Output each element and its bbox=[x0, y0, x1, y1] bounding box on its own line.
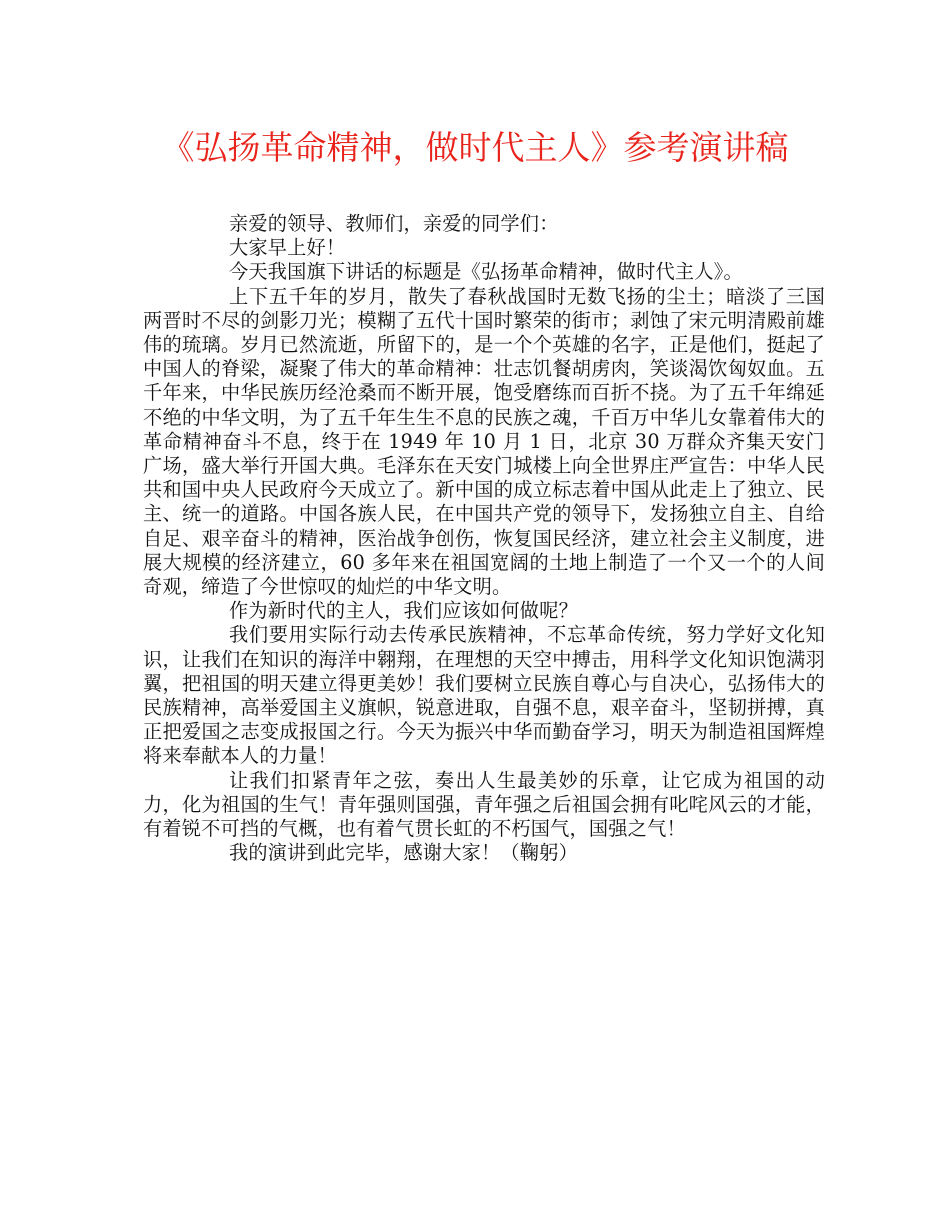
paragraph-action: 我们要用实际行动去传承民族精神，不忘革命传统，努力学好文化知识，让我们在知识的海洋中翱翔，在理想的天空中搏击，用科学文化知识饱满羽翼，把祖国的明天建立得更美妙！我们要树立民族自尊心与自决心，弘扬伟大的民族精神，高举爱国主义旗帜，锐意进取，自强不息，艰辛奋斗，坚韧拼搏，真正把爱国之志变成报国之行。今天为振兴中华而勤奋学习，明天为制造祖国辉煌将来奉献本人的力量！ bbox=[143, 623, 825, 768]
paragraph-youth: 让我们扣紧青年之弦，奏出人生最美妙的乐章，让它成为祖国的动力，化为祖国的生气！青年强则国强，青年强之后祖国会拥有叱咤风云的才能，有着锐不可挡的气概，也有着气贯长虹的不朽国气，国强之气！ bbox=[143, 768, 825, 841]
document-body bbox=[143, 212, 825, 865]
paragraph-greeting: 亲爱的领导、教师们，亲爱的同学们： bbox=[229, 212, 559, 235]
page-title: 《弘扬革命精神，做时代主人》参考演讲稿 bbox=[161, 128, 789, 167]
paragraph-morning: 大家早上好！ bbox=[229, 236, 346, 260]
paragraph-history: 上下五千年的岁月，散失了春秋战国时无数飞扬的尘土；暗淡了三国两晋时不尽的剑影刀光；模糊了五代十国时繁荣的街市；剥蚀了宋元明清殿前雄伟的琉璃。岁月已然流逝，所留下的，是一个个英雄的名字，正是他们，挺起了中国人的脊梁，凝聚了伟大的革命精神：壮志饥餐胡虏肉，笑谈渴饮匈奴血。五千年来，中华民族历经沧桑而不断开展，饱受磨练而百折不挠。为了五千年绵延不绝的中华文明，为了五千年生生不息的民族之魂，千百万中华儿女靠着伟大的革命精神奋斗不息，终于在 1949 年 10 月 1 日，北京 30 万群众齐集天安门广场，盛大举行开国大典。毛泽东在天安门城楼上向全世界庄严宣告：中华人民共和国中央人民政府今天成立了。新中国的成立标志着中国从此走上了独立、民主、统一的道路。中国各族人民，在中国共产党的领导下，发扬独立自主、自给自足、艰辛奋斗的精神，医治战争创伤，恢复国民经济，建立社会主义制度，进展大规模的经济建立，60 多年来在祖国宽阔的土地上制造了一个又一个的人间奇观，缔造了今世惊叹的灿烂的中华文明。 bbox=[143, 284, 825, 599]
paragraph-question: 作为新时代的主人，我们应该如何做呢？ bbox=[229, 599, 578, 623]
paragraph-topic: 今天我国旗下讲话的标题是《弘扬革命精神，做时代主人》。 bbox=[229, 260, 743, 284]
paragraph-closing: 我的演讲到此完毕，感谢大家！（鞠躬） bbox=[229, 841, 578, 865]
